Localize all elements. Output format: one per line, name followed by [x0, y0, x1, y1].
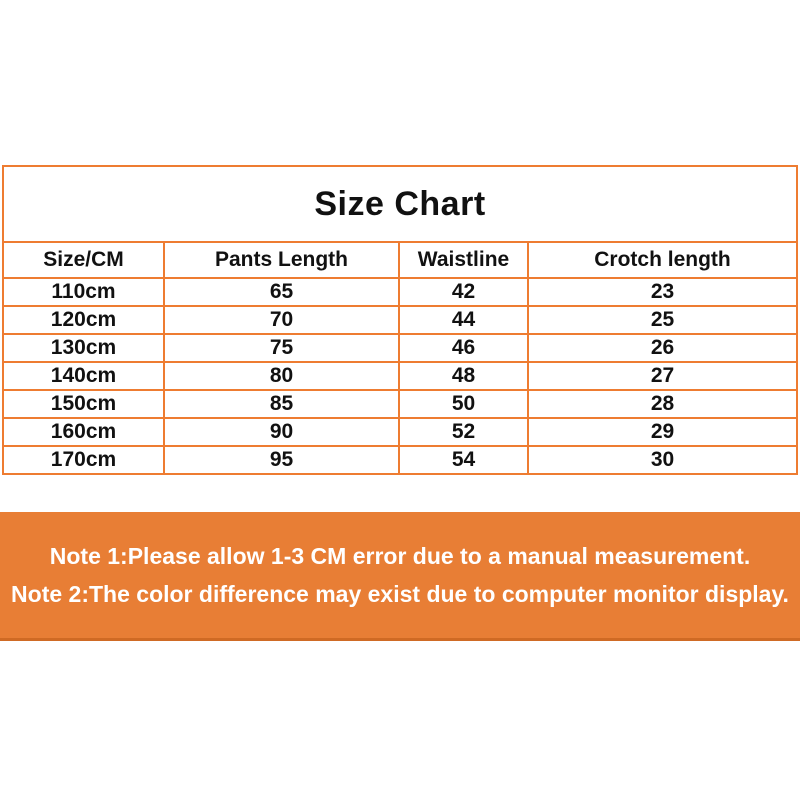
column-header-size: Size/CM	[3, 242, 164, 278]
cell-size: 120cm	[3, 306, 164, 334]
cell-waistline: 44	[399, 306, 528, 334]
column-header-crotch-length: Crotch length	[528, 242, 797, 278]
cell-size: 160cm	[3, 418, 164, 446]
cell-pants-length: 80	[164, 362, 399, 390]
cell-crotch-length: 23	[528, 278, 797, 306]
cell-waistline: 48	[399, 362, 528, 390]
cell-pants-length: 95	[164, 446, 399, 474]
cell-size: 150cm	[3, 390, 164, 418]
cell-pants-length: 75	[164, 334, 399, 362]
notes-banner	[0, 512, 800, 641]
table-row	[3, 418, 797, 446]
cell-waistline: 52	[399, 418, 528, 446]
cell-size: 110cm	[3, 278, 164, 306]
cell-waistline: 50	[399, 390, 528, 418]
table-row	[3, 334, 797, 362]
page-title: Size Chart	[3, 166, 797, 242]
cell-pants-length: 65	[164, 278, 399, 306]
cell-crotch-length: 25	[528, 306, 797, 334]
cell-waistline: 42	[399, 278, 528, 306]
cell-crotch-length: 26	[528, 334, 797, 362]
size-chart-table	[2, 165, 798, 475]
cell-pants-length: 85	[164, 390, 399, 418]
cell-crotch-length: 30	[528, 446, 797, 474]
table-row	[3, 390, 797, 418]
cell-waistline: 46	[399, 334, 528, 362]
cell-crotch-length: 27	[528, 362, 797, 390]
cell-crotch-length: 28	[528, 390, 797, 418]
cell-crotch-length: 29	[528, 418, 797, 446]
cell-pants-length: 70	[164, 306, 399, 334]
cell-pants-length: 90	[164, 418, 399, 446]
cell-size: 170cm	[3, 446, 164, 474]
cell-size: 140cm	[3, 362, 164, 390]
note-2-text: Note 2:The color difference may exist due to computer monitor display.	[11, 581, 789, 607]
table-row	[3, 278, 797, 306]
column-header-pants-length: Pants Length	[164, 242, 399, 278]
note-1-text: Note 1:Please allow 1-3 CM error due to a manual measurement.	[49, 543, 751, 569]
cell-waistline: 54	[399, 446, 528, 474]
table-row	[3, 446, 797, 474]
table-row	[3, 362, 797, 390]
table-row	[3, 306, 797, 334]
table-header-row	[3, 242, 797, 278]
column-header-waistline: Waistline	[399, 242, 528, 278]
title-row	[3, 166, 797, 242]
cell-size: 130cm	[3, 334, 164, 362]
